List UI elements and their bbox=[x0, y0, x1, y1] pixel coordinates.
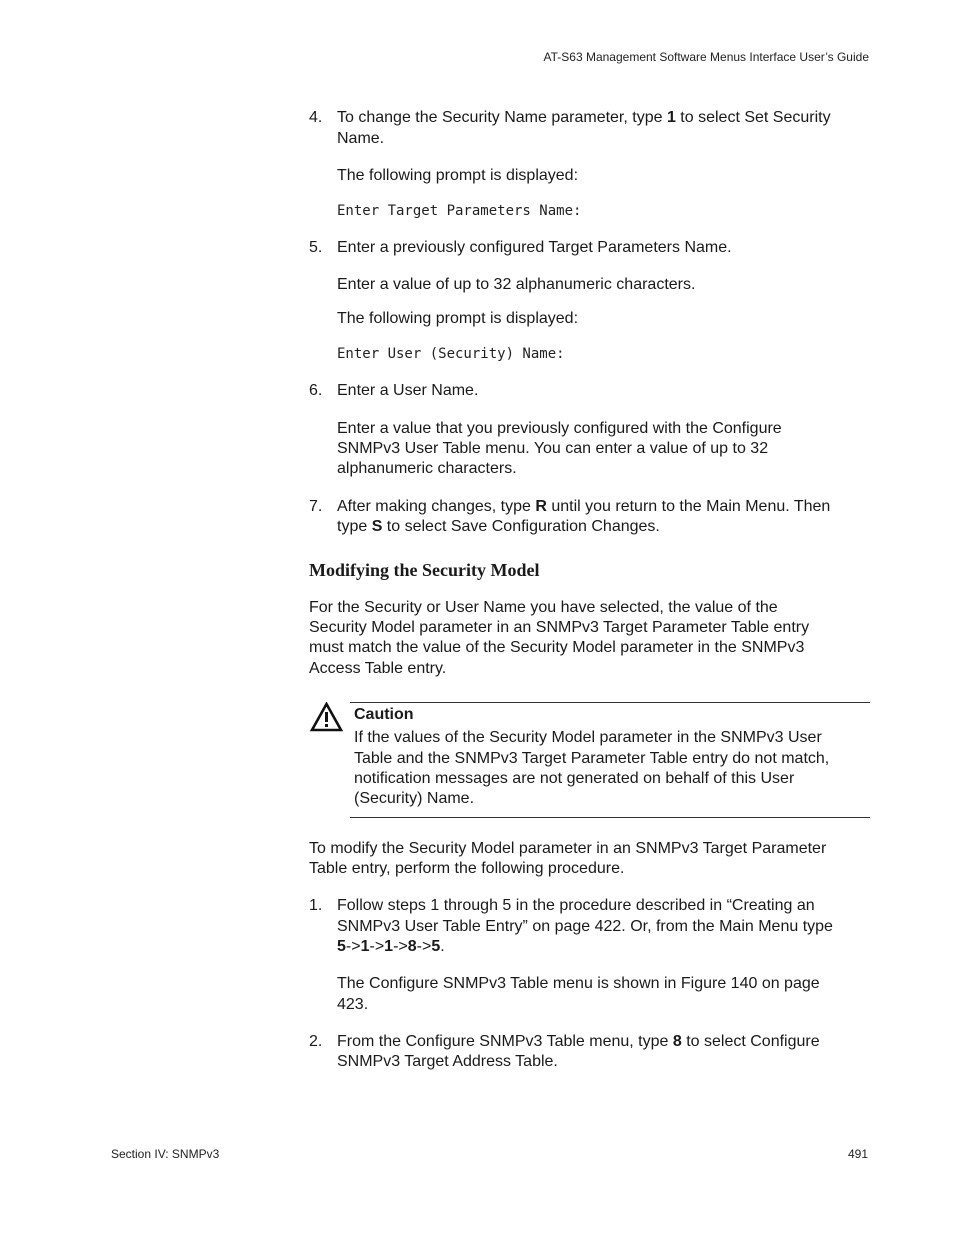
caution-title: Caution bbox=[354, 706, 414, 723]
step-number: 4. bbox=[309, 109, 323, 126]
step-text: After making changes, type R until you return to the Main Menu. Then bbox=[337, 498, 831, 515]
caution-text: notification messages are not generated on behalf of this User bbox=[354, 770, 795, 787]
caution-text: (Security) Name. bbox=[354, 790, 475, 807]
step-note: Enter a value of up to 32 alphanumeric characters. bbox=[337, 276, 696, 293]
step-note: The Configure SNMPv3 Table menu is shown in Figure 140 on page bbox=[337, 975, 820, 992]
body-paragraph: Table entry, perform the following procedure. bbox=[309, 860, 625, 877]
step-number: 7. bbox=[309, 498, 323, 515]
warning-triangle-icon bbox=[310, 702, 343, 732]
prompt-label: The following prompt is displayed: bbox=[337, 310, 579, 327]
running-header: AT-S63 Management Software Menus Interface User’s Guide bbox=[543, 50, 869, 64]
step-number: 5. bbox=[309, 239, 323, 256]
step-text: To change the Security Name parameter, type 1 to select Set Security bbox=[337, 109, 831, 126]
menu-key-sequence: 5->1->1->8->5. bbox=[337, 938, 445, 955]
body-paragraph: Access Table entry. bbox=[309, 660, 447, 677]
code-prompt: Enter Target Parameters Name: bbox=[337, 203, 582, 219]
prompt-label: The following prompt is displayed: bbox=[337, 167, 579, 184]
step-text: type S to select Save Configuration Changes. bbox=[337, 518, 660, 535]
step-note: SNMPv3 User Table menu. You can enter a value of up to 32 bbox=[337, 440, 769, 457]
step-note: Enter a value that you previously configured with the Configure bbox=[337, 420, 782, 437]
footer-section: Section IV: SNMPv3 bbox=[111, 1147, 220, 1161]
step-text: Name. bbox=[337, 130, 385, 147]
caution-bottom-rule bbox=[350, 817, 870, 818]
step-text: Enter a previously configured Target Parameters Name. bbox=[337, 239, 732, 256]
step-text: SNMPv3 User Table Entry” on page 422. Or, from the Main Menu type bbox=[337, 918, 833, 935]
step-text: SNMPv3 Target Address Table. bbox=[337, 1053, 558, 1070]
step-note: alphanumeric characters. bbox=[337, 460, 517, 477]
caution-top-rule bbox=[350, 702, 870, 703]
step-number: 1. bbox=[309, 897, 323, 914]
section-heading: Modifying the Security Model bbox=[309, 560, 540, 580]
step-number: 2. bbox=[309, 1033, 323, 1050]
body-paragraph: must match the value of the Security Model parameter in the SNMPv3 bbox=[309, 639, 805, 656]
body-paragraph: For the Security or User Name you have selected, the value of the bbox=[309, 599, 778, 616]
step-text: Follow steps 1 through 5 in the procedure described in “Creating an bbox=[337, 897, 815, 914]
caution-text: Table and the SNMPv3 Target Parameter Table entry do not match, bbox=[354, 750, 830, 767]
code-prompt: Enter User (Security) Name: bbox=[337, 346, 565, 362]
body-paragraph: Security Model parameter in an SNMPv3 Target Parameter Table entry bbox=[309, 619, 810, 636]
page-number: 491 bbox=[847, 1147, 868, 1161]
step-text: From the Configure SNMPv3 Table menu, type 8 to select Configure bbox=[337, 1033, 820, 1050]
body-paragraph: To modify the Security Model parameter in an SNMPv3 Target Parameter bbox=[309, 840, 827, 857]
step-note: 423. bbox=[337, 996, 369, 1013]
step-number: 6. bbox=[309, 382, 323, 399]
caution-text: If the values of the Security Model parameter in the SNMPv3 User bbox=[354, 729, 822, 746]
step-text: Enter a User Name. bbox=[337, 382, 479, 399]
